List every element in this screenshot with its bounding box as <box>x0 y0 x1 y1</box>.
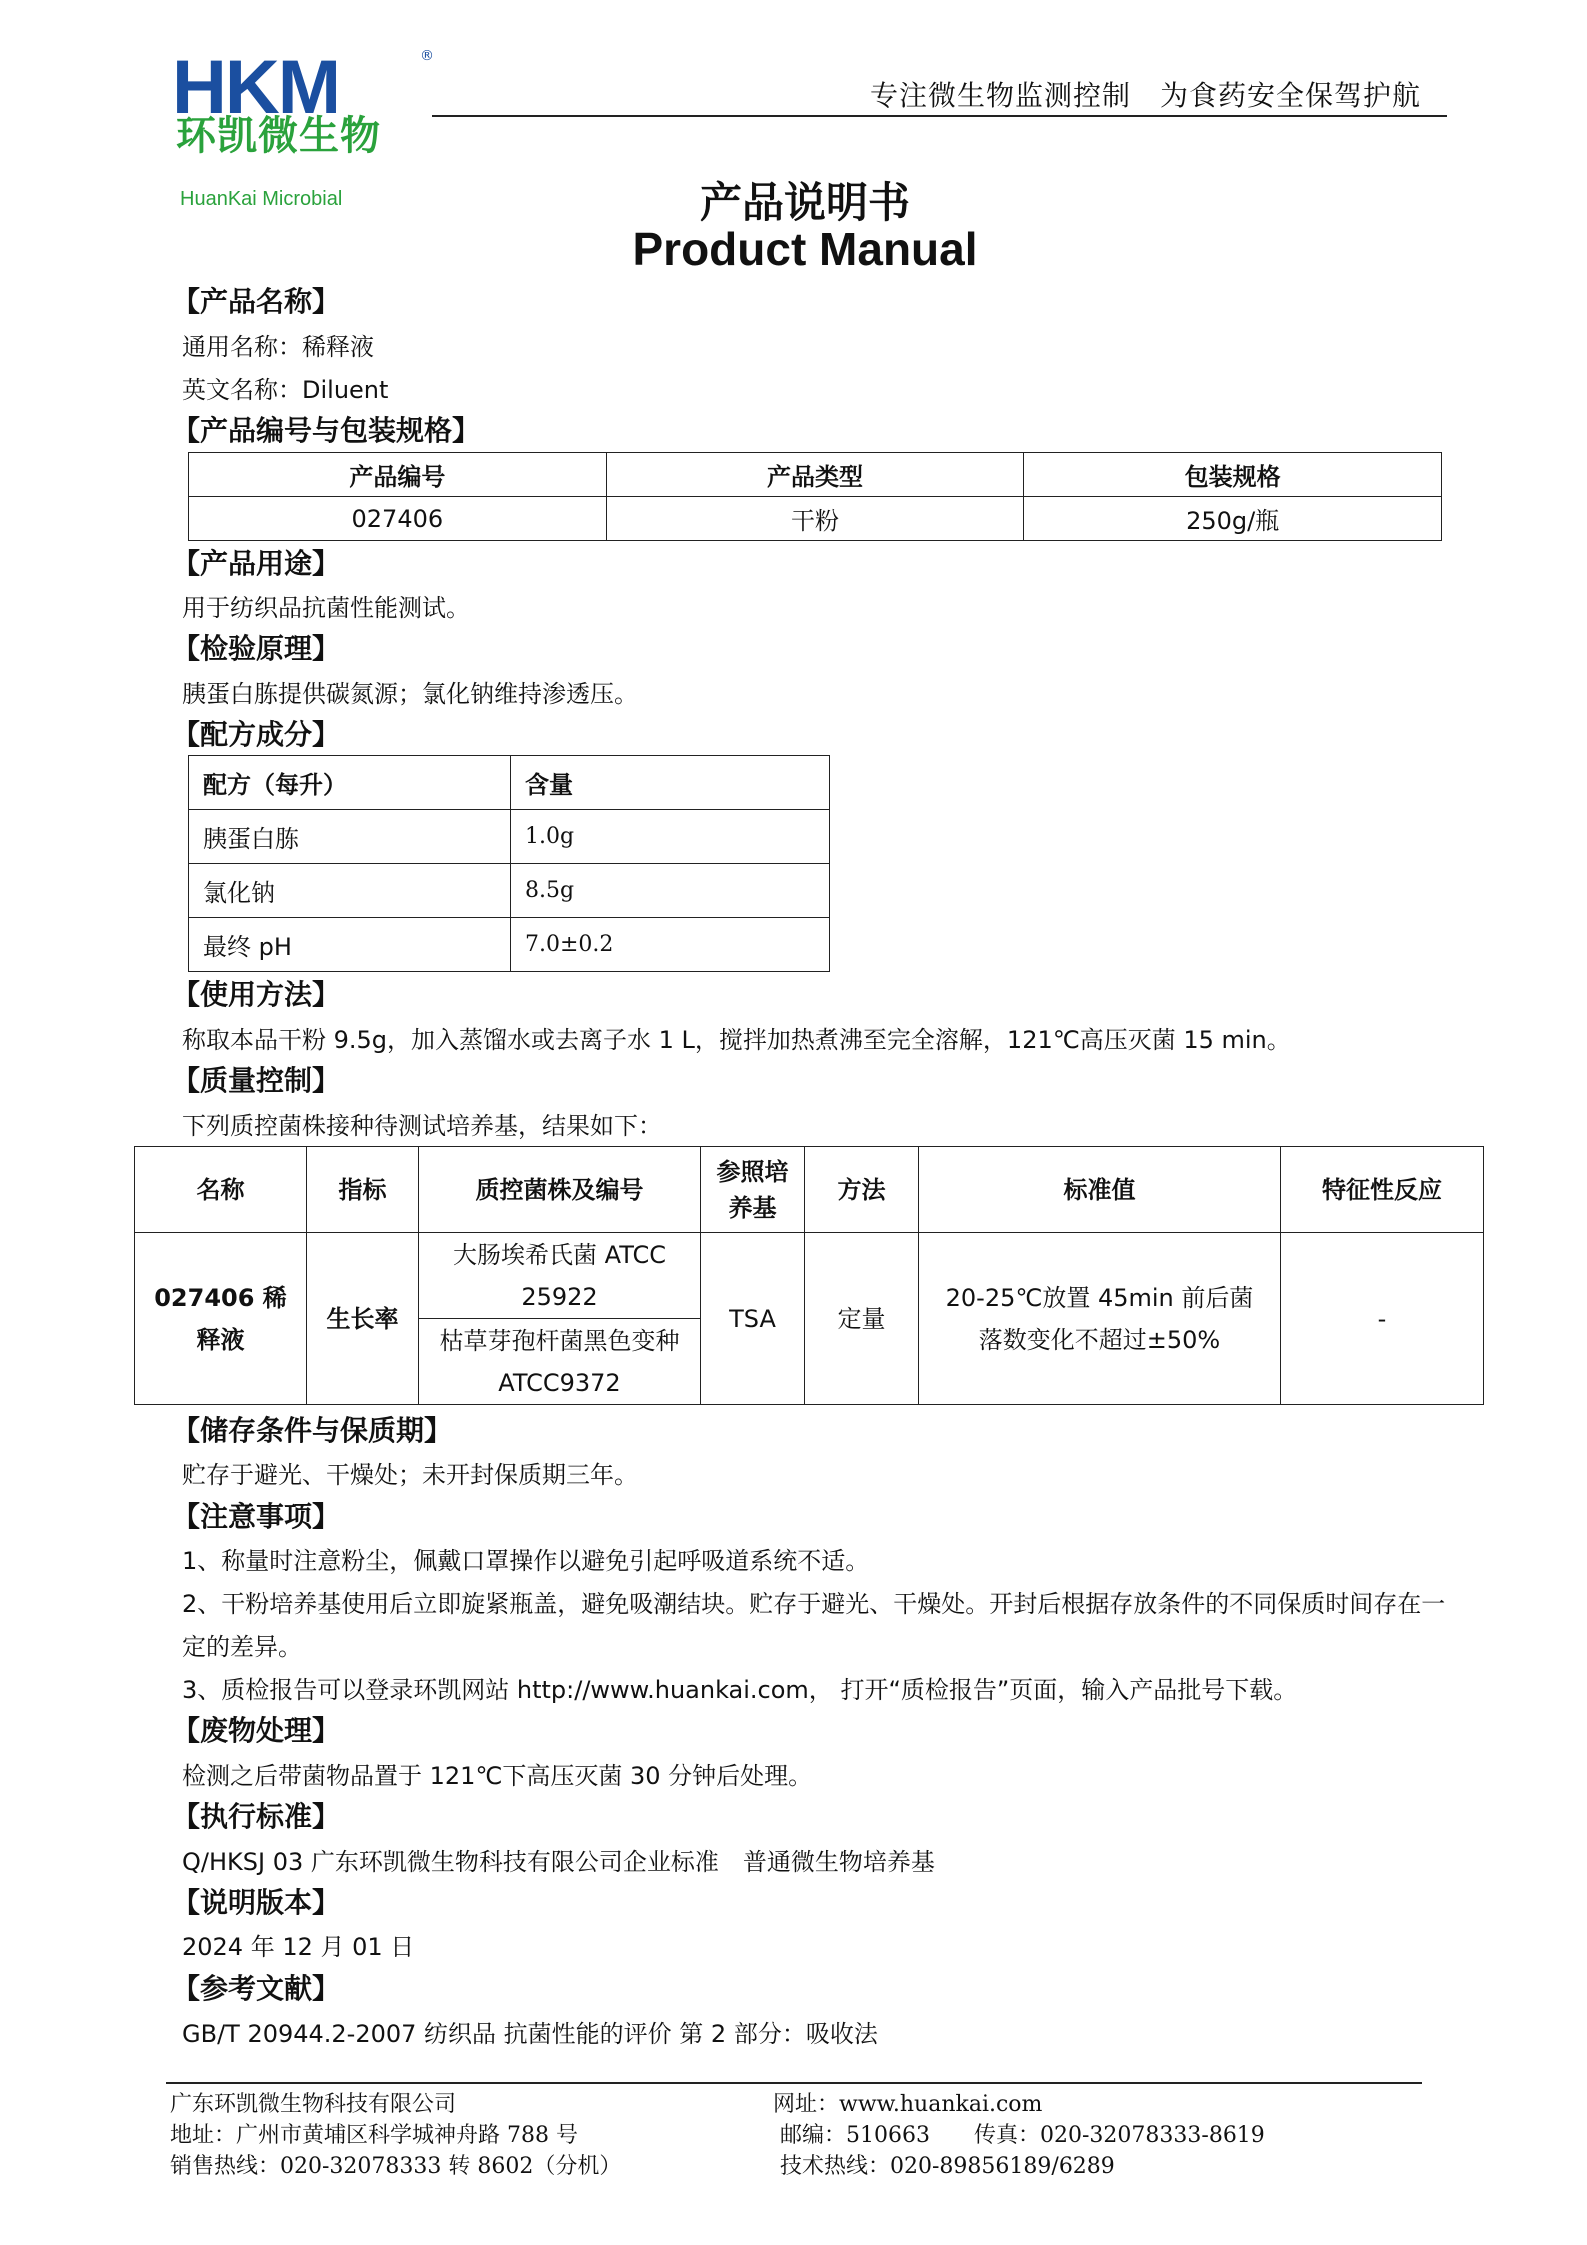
table-header-row <box>189 756 830 810</box>
qc-strain-cell: 枯草芽孢杆菌黑色变种 ATCC9372 <box>419 1319 701 1405</box>
table-cell: 250g/瓶 <box>1024 497 1442 541</box>
slogan: 专注微生物监测控制 为食药安全保驾护航 <box>870 79 1422 112</box>
table-cell: 8.5g <box>511 864 830 918</box>
section-standard: 【执行标准】 <box>172 1800 341 1833</box>
reference-text: GB/T 20944.2-2007 纺织品 抗菌性能的评价 第 2 部分：吸收法 <box>182 2020 878 2048</box>
qc-standard-cell: 20-25℃放置 45min 前后菌落数变化不超过±50% <box>919 1233 1281 1405</box>
packaging-table <box>188 452 1442 541</box>
section-reference: 【参考文献】 <box>172 1972 341 2005</box>
section-version: 【说明版本】 <box>172 1886 341 1919</box>
header-cell: 方法 <box>805 1147 919 1233</box>
qc-method-cell: 定量 <box>805 1233 919 1405</box>
footer-tech: 技术热线：020-89856189/6289 <box>780 2154 1115 2179</box>
header-cell: 质控菌株及编号 <box>419 1147 701 1233</box>
header-cell: 含量 <box>511 756 830 810</box>
table-header-row <box>189 453 1442 497</box>
footer-sales: 销售热线：020-32078333 转 8602（分机） <box>170 2154 622 2179</box>
table-row <box>189 497 1442 541</box>
qc-table <box>134 1146 1484 1405</box>
section-principle: 【检验原理】 <box>172 632 341 665</box>
formula-table <box>188 755 830 972</box>
section-usage: 【产品用途】 <box>172 547 341 580</box>
section-product-name: 【产品名称】 <box>172 285 341 318</box>
method-text: 称取本品干粉 9.5g，加入蒸馏水或去离子水 1 L，搅拌加热煮沸至完全溶解，121℃高压灭菌 15 min。 <box>182 1026 1291 1054</box>
qc-medium-cell: TSA <box>701 1233 805 1405</box>
section-notes: 【注意事项】 <box>172 1500 341 1533</box>
logo-mark: HKM <box>172 45 340 130</box>
qc-strain-cell: 大肠埃希氏菌 ATCC 25922 <box>419 1233 701 1319</box>
header-cell: 指标 <box>307 1147 419 1233</box>
storage-text: 贮存于避光、干燥处；未开封保质期三年。 <box>182 1461 638 1489</box>
header-divider <box>432 115 1447 117</box>
note-3: 3、质检报告可以登录环凯网站 http://www.huankai.com， 打开“质检报告”页面，输入产品批号下载。 <box>182 1676 1298 1704</box>
header-cell: 配方（每升） <box>189 756 511 810</box>
note-1: 1、称量时注意粉尘，佩戴口罩操作以避免引起呼吸道系统不适。 <box>182 1547 870 1575</box>
header-cell: 产品类型 <box>606 453 1024 497</box>
header-cell: 标准值 <box>919 1147 1281 1233</box>
english-name: 英文名称：Diluent <box>182 376 389 404</box>
note-2: 2、干粉培养基使用后立即旋紧瓶盖，避免吸潮结块。贮存于避光、干燥处。开封后根据存放条件的不同保质时间存在一 <box>182 1590 1446 1618</box>
qc-name-cell: 027406 稀释液 <box>135 1233 307 1405</box>
table-row <box>189 810 830 864</box>
header-cell: 产品编号 <box>189 453 607 497</box>
table-header-row <box>135 1147 1484 1233</box>
logo-english-name: HuanKai Microbial <box>180 188 343 210</box>
table-cell: 最终 pH <box>189 918 511 972</box>
qc-intro: 下列质控菌株接种待测试培养基，结果如下： <box>182 1112 662 1140</box>
table-cell: 027406 <box>189 497 607 541</box>
qc-indicator-cell: 生长率 <box>307 1233 419 1405</box>
title-chinese: 产品说明书 <box>699 178 910 227</box>
header-cell: 名称 <box>135 1147 307 1233</box>
company-logo <box>172 45 434 210</box>
table-row <box>189 918 830 972</box>
footer-postcode-fax: 邮编：510663 传真：020-32078333-8619 <box>780 2123 1265 2148</box>
section-quality-control: 【质量控制】 <box>172 1064 341 1097</box>
table-cell: 1.0g <box>511 810 830 864</box>
table-row <box>135 1233 1484 1319</box>
footer-company: 广东环凯微生物科技有限公司 <box>170 2092 457 2117</box>
section-formula: 【配方成分】 <box>172 718 341 751</box>
footer-address: 地址：广州市黄埔区科学城神舟路 788 号 <box>170 2123 578 2148</box>
principle-text: 胰蛋白胨提供碳氮源；氯化钠维持渗透压。 <box>182 680 638 708</box>
title-english: Product Manual <box>632 223 978 275</box>
section-storage: 【储存条件与保质期】 <box>172 1414 453 1447</box>
footer-website: 网址：www.huankai.com <box>773 2092 1043 2117</box>
footer-divider <box>166 2082 1422 2084</box>
table-cell: 干粉 <box>606 497 1024 541</box>
section-disposal: 【废物处理】 <box>172 1714 341 1747</box>
registered-icon: ® <box>420 48 434 64</box>
section-method: 【使用方法】 <box>172 978 341 1011</box>
version-text: 2024 年 12 月 01 日 <box>182 1933 415 1961</box>
section-packaging: 【产品编号与包装规格】 <box>172 414 481 447</box>
disposal-text: 检测之后带菌物品置于 121℃下高压灭菌 30 分钟后处理。 <box>182 1762 813 1790</box>
table-cell: 7.0±0.2 <box>511 918 830 972</box>
qc-reaction-cell: - <box>1281 1233 1484 1405</box>
note-2-cont: 定的差异。 <box>182 1633 302 1661</box>
header-cell: 包装规格 <box>1024 453 1442 497</box>
table-row <box>189 864 830 918</box>
header-cell: 特征性反应 <box>1281 1147 1484 1233</box>
standard-text: Q/HKSJ 03 广东环凯微生物科技有限公司企业标准 普通微生物培养基 <box>182 1848 935 1876</box>
table-cell: 氯化钠 <box>189 864 511 918</box>
common-name: 通用名称：稀释液 <box>182 333 374 361</box>
table-cell: 胰蛋白胨 <box>189 810 511 864</box>
logo-chinese-name: 环凯微生物 <box>176 113 381 159</box>
header-cell: 参照培养基 <box>701 1147 805 1233</box>
usage-text: 用于纺织品抗菌性能测试。 <box>182 594 470 622</box>
